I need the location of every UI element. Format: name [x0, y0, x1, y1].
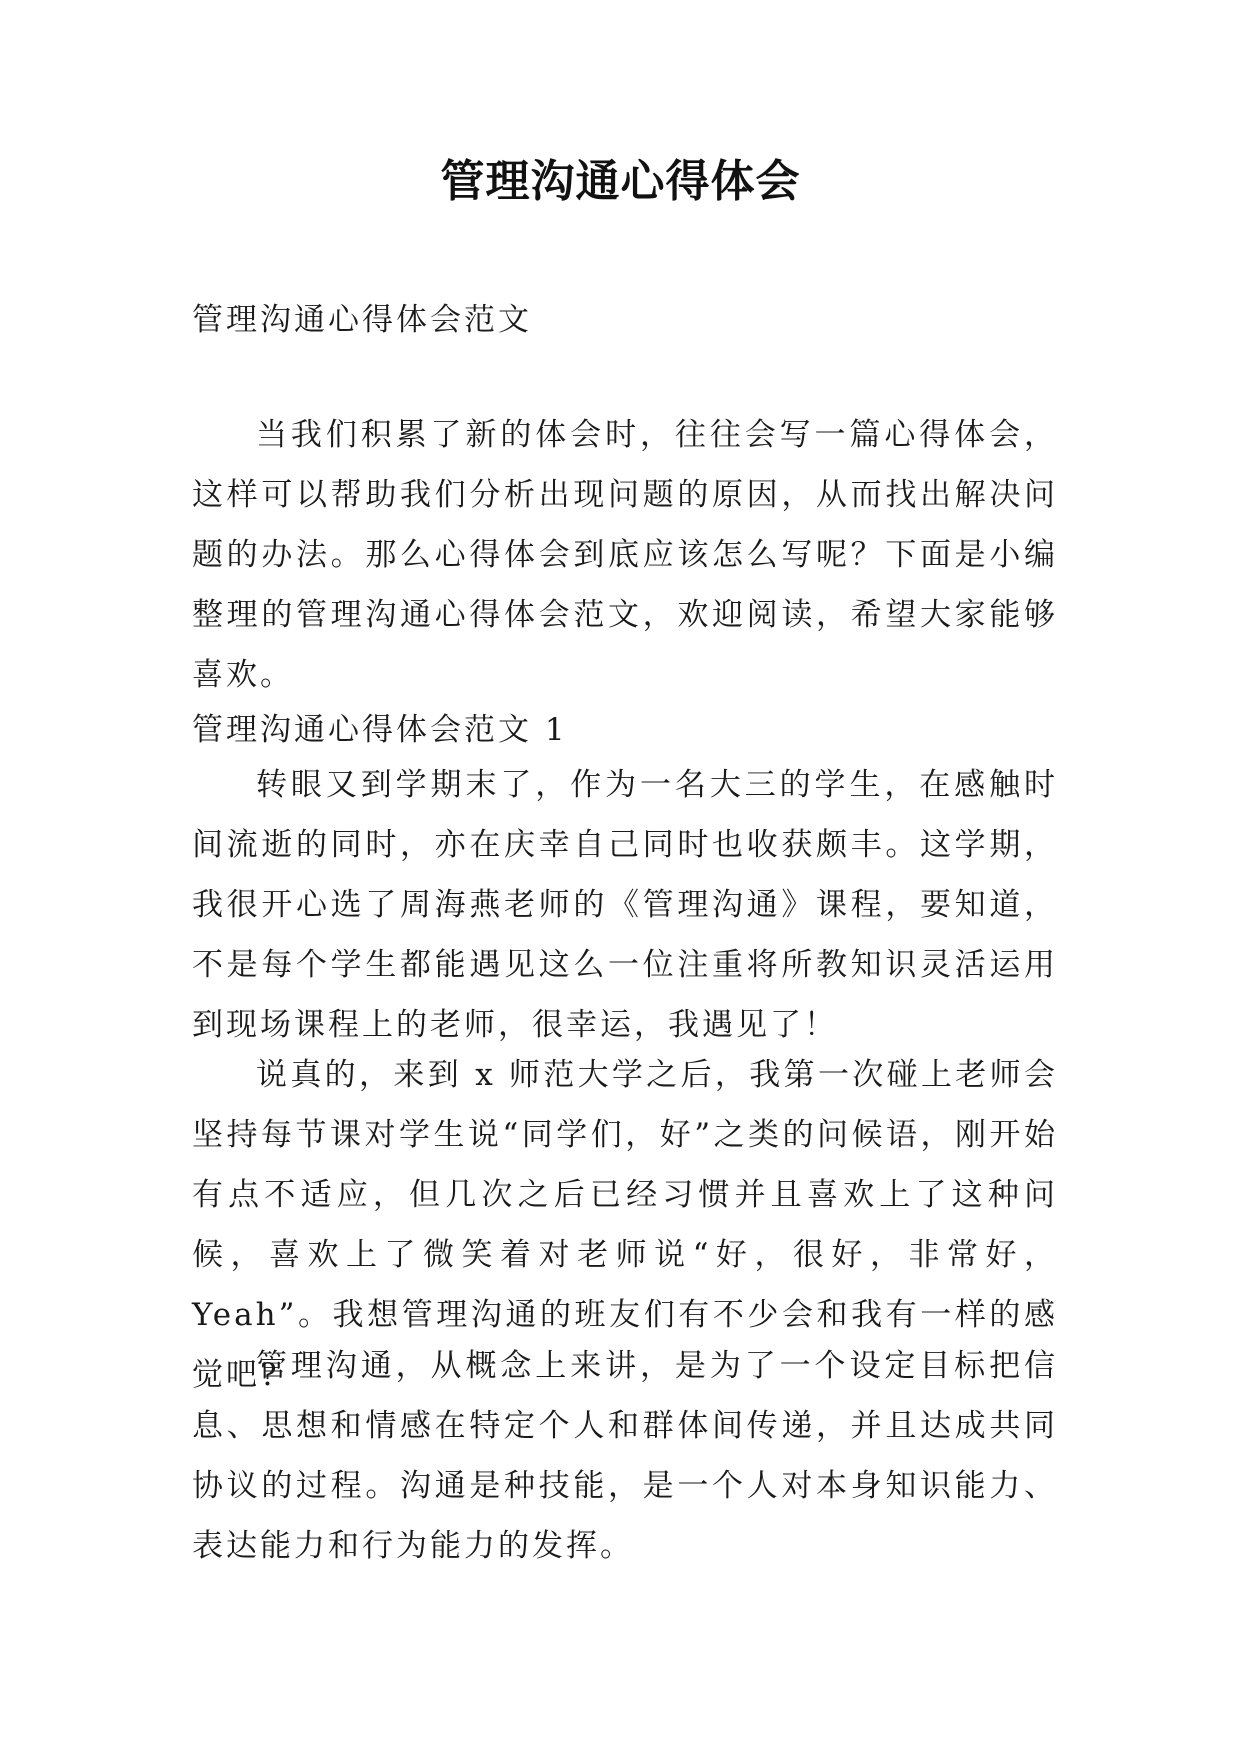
intro-paragraph: 当我们积累了新的体会时，往往会写一篇心得体会，这样可以帮助我们分析出现问题的原因，从而找出解决问题的办法。那么心得体会到底应该怎么写呢？下面是小编整理的管理沟通心得体会范文，欢迎阅读，希望大家能够喜欢。: [192, 417, 1058, 693]
body-paragraph: 转眼又到学期末了，作为一名大三的学生，在感触时间流逝的同时，亦在庆幸自己同时也收获颇丰。这学期，我很开心选了周海燕老师的《管理沟通》课程，要知道，不是每个学生都能遇见这么一位注重将所教知识灵活运用到现场课程上的老师，很幸运，我遇见了！: [192, 767, 1058, 1043]
document-title: 管理沟通心得体会: [440, 156, 801, 207]
section-heading: 管理沟通心得体会范文 1: [192, 712, 568, 748]
body-paragraph: 管理沟通，从概念上来讲，是为了一个设定目标把信息、思想和情感在特定个人和群体间传递，并且达成共同协议的过程。沟通是种技能，是一个人对本身知识能力、表达能力和行为能力的发挥。: [192, 1348, 1058, 1564]
document-subtitle: 管理沟通心得体会范文: [192, 302, 532, 338]
body-paragraph: 说真的，来到 x 师范大学之后，我第一次碰上老师会坚持每节课对学生说“同学们，好”之类的问候语，刚开始有点不适应，但几次之后已经习惯并且喜欢上了这种问候，喜欢上了微笑着对老师说“好，很好，非常好，Yeah”。我想管理沟通的班友们有不少会和我有一样的感觉吧?: [192, 1057, 1058, 1393]
